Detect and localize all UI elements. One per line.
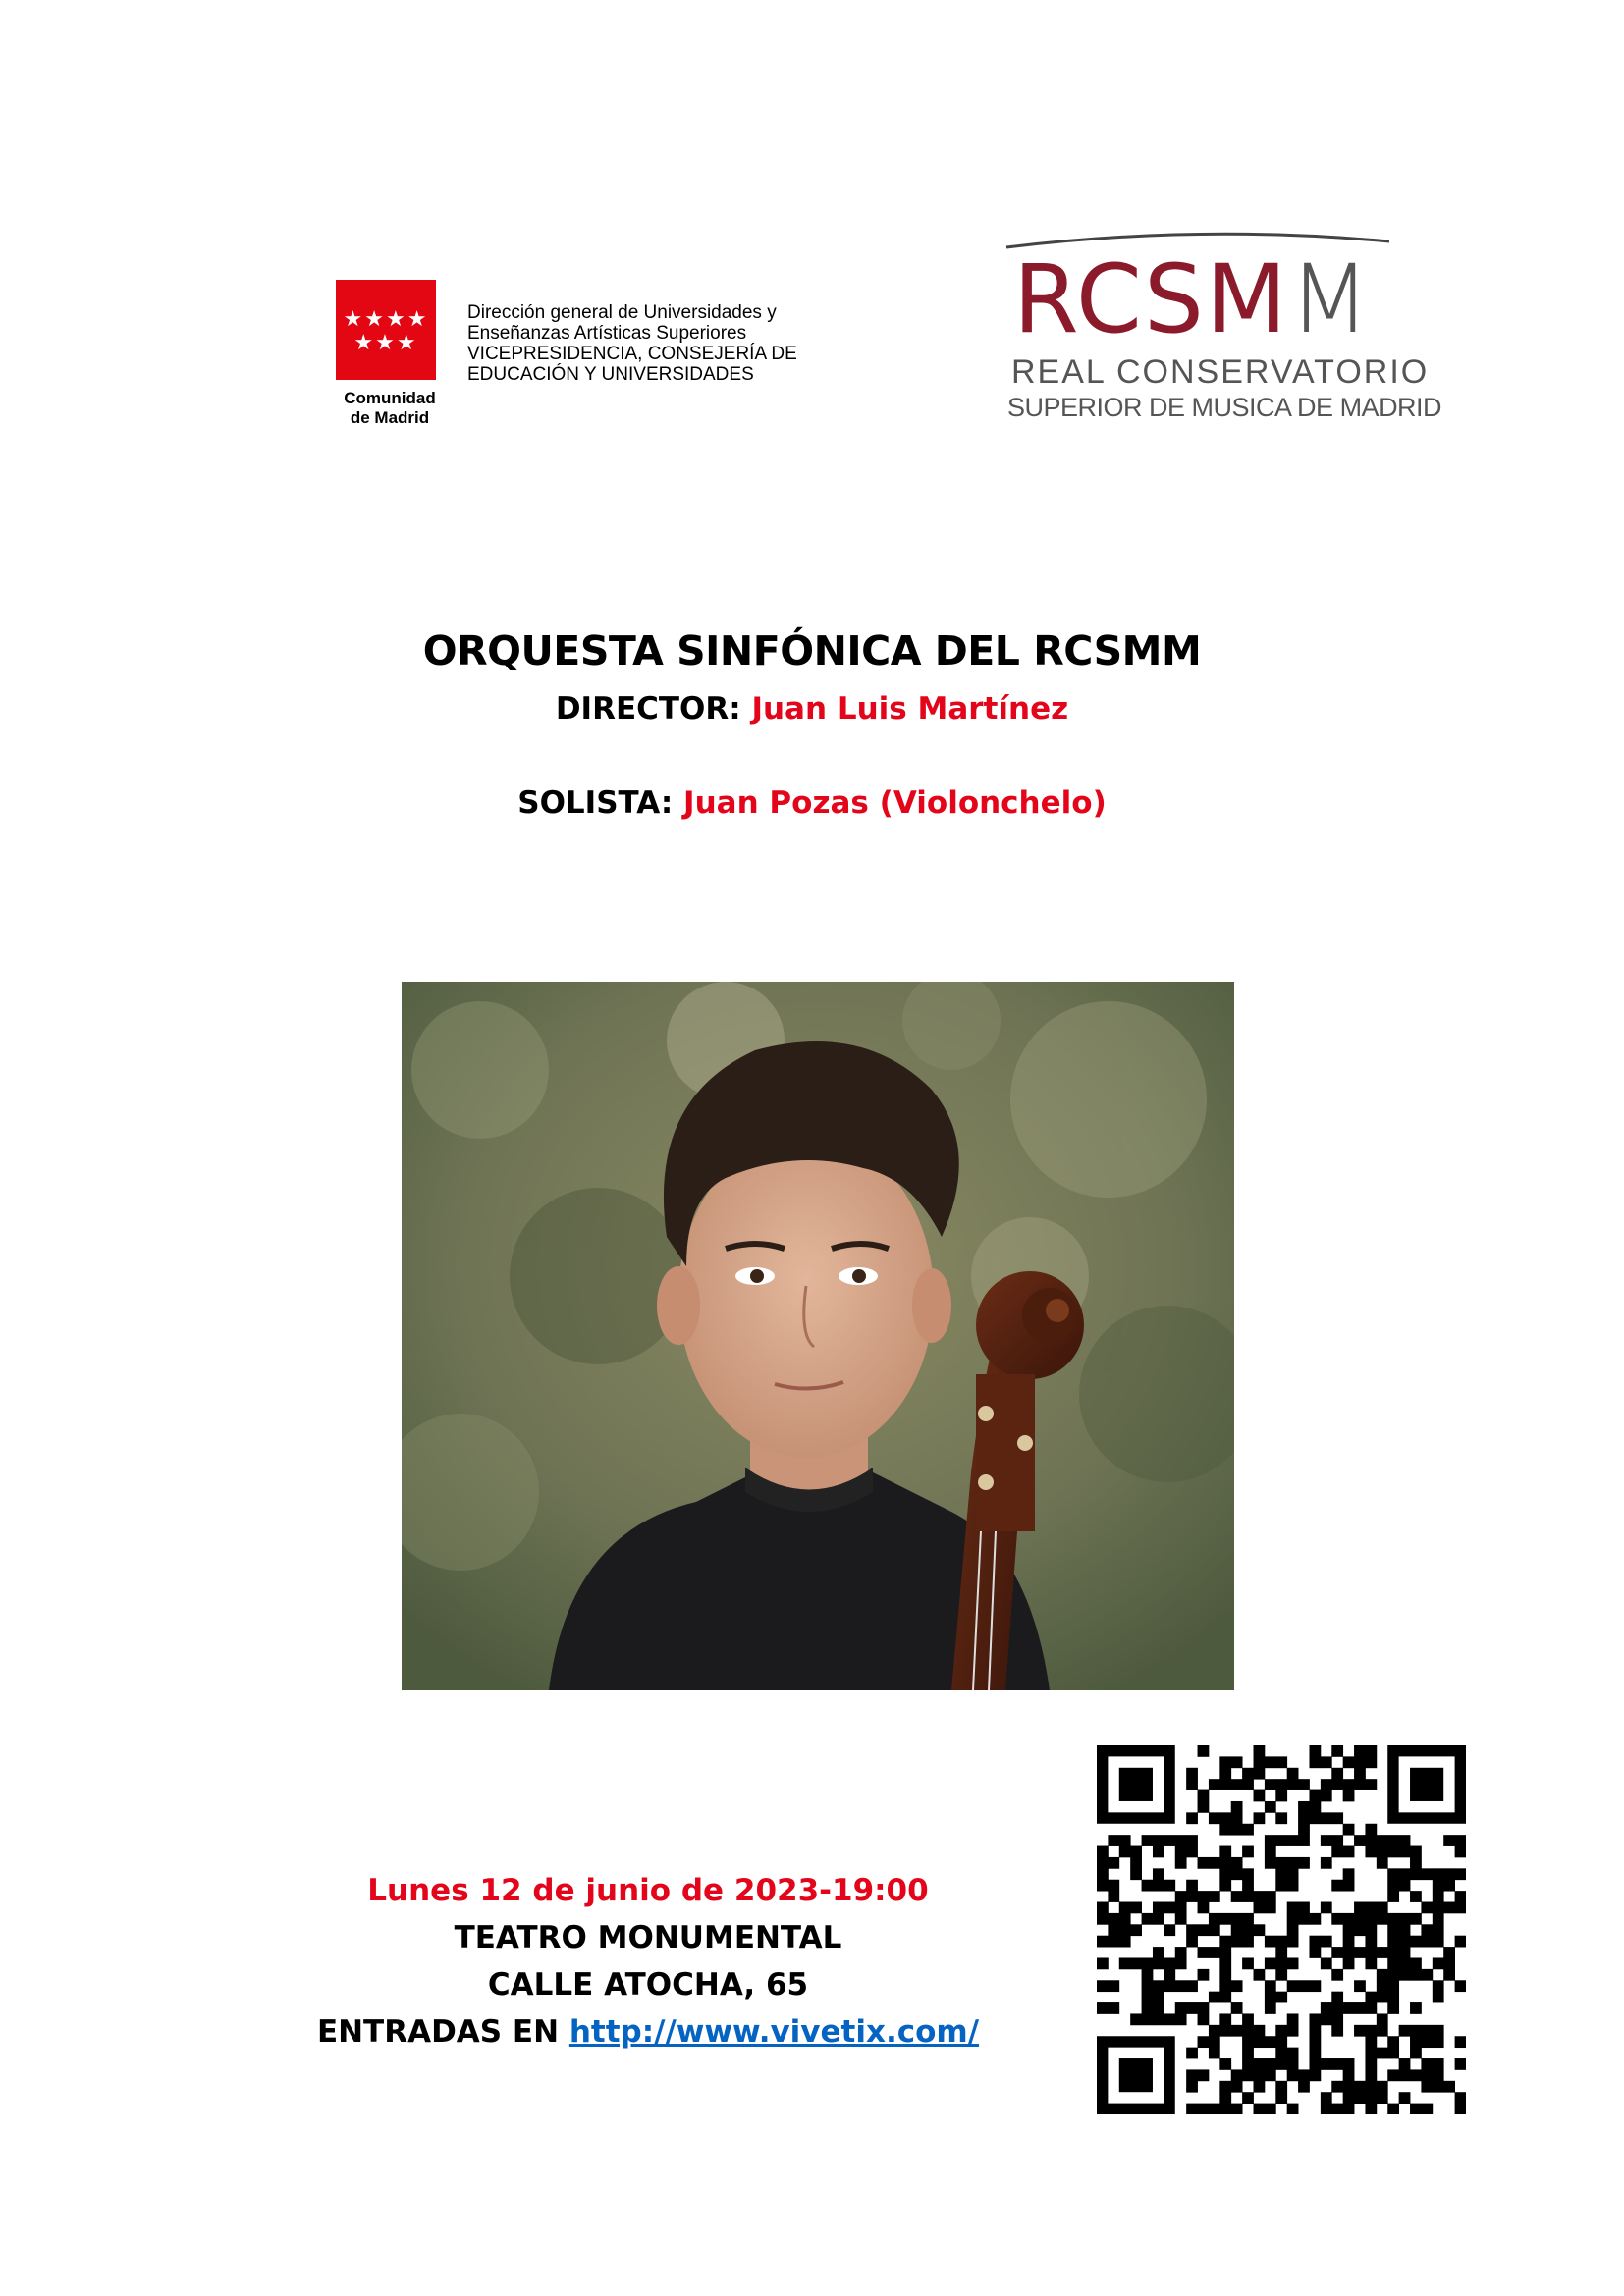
director-name: Juan Luis Martínez xyxy=(751,691,1069,726)
rcsmm-line2: SUPERIOR DE MUSICA DE MADRID xyxy=(1007,393,1442,422)
tickets-link[interactable]: http://www.vivetix.com/ xyxy=(568,2014,980,2050)
stars-icon: ★★★★ ★★★ xyxy=(343,307,429,355)
soloist-line xyxy=(0,783,1624,823)
event-address: CALLE ATOCHA, 65 xyxy=(487,1967,809,2002)
dg-line: VICEPRESIDENCIA, CONSEJERÍA DE xyxy=(467,344,797,364)
dg-line: Enseñanzas Artísticas Superiores xyxy=(467,323,747,344)
comunidad-de-madrid-name: Comunidad de Madrid xyxy=(344,389,436,427)
direccion-general-text xyxy=(467,302,860,385)
event-venue: TEATRO MONUMENTAL xyxy=(454,1920,842,1955)
soloist-label: SOLISTA: xyxy=(517,785,674,821)
rcsmm-line1: REAL CONSERVATORIO xyxy=(1011,353,1430,391)
soloist-with-cello-photo xyxy=(402,982,1234,1690)
orchestra-title: ORQUESTA SINFÓNICA DEL RCSMM xyxy=(422,627,1202,674)
event-date: Lunes 12 de junio de 2023-19:00 xyxy=(367,1873,929,1908)
tickets-label: ENTRADAS EN xyxy=(316,2014,560,2050)
qr-code[interactable] xyxy=(1097,1745,1466,2114)
comunidad-de-madrid-flag-logo xyxy=(336,280,436,380)
director-label: DIRECTOR: xyxy=(555,691,741,726)
soloist-name: Juan Pozas (Violonchelo) xyxy=(683,785,1107,821)
director-line xyxy=(0,689,1624,728)
tickets-line xyxy=(255,2008,1041,2056)
dg-line: EDUCACIÓN Y UNIVERSIDADES xyxy=(467,364,754,385)
event-info xyxy=(255,1867,1041,2056)
rcsmm-logo xyxy=(1001,226,1442,432)
dg-line: Dirección general de Universidades y xyxy=(467,302,777,323)
rcsmm-wordmark: RCSMM xyxy=(1013,244,1373,354)
